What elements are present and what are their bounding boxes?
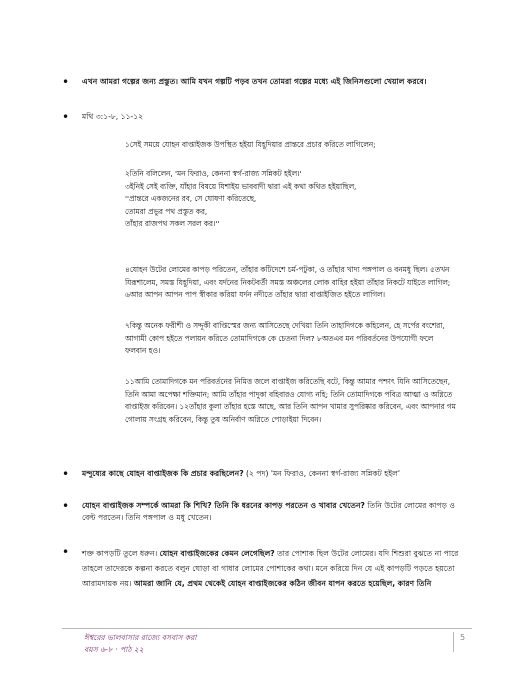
verse-line: ১সেই সময়ে যোহন বাপ্তাইজক উপস্থিত হইয়া যিহূদিয়ার প্রান্তরে প্রচার করিতে লাগিলেন; — [125, 140, 376, 149]
verse-line: বাপ্তাইজ করিবেন। ১২তাঁহার কুলা তাঁহার হস্তে আছে, আর তিনি আপন খামার সুপরিষ্কার করিবেন, এবং আপনার গম — [125, 402, 456, 412]
verse-line: তাঁহার রাজপথ সকল সরল কর।'' — [125, 219, 220, 229]
footer-title — [84, 632, 197, 656]
scripture-paragraph-5 — [125, 376, 475, 426]
activity-emphasis: আমরা জানি যে, প্রথম থেকেই যোহন বাপ্তাইজকের কঠিন জীবন যাপন করতে হয়েছিল, কারণ তিনি — [134, 579, 432, 588]
scripture-paragraph-1 — [125, 139, 475, 152]
verse-line: আগামী কোপ হইতে পলায়ন করিতে তোমাদিগকে কে চেতনা দিল? ৮অতএব মন পরিবর্তনের উপযোগী ফলে — [125, 333, 434, 343]
activity-text: তার পোশাক ছিল উটের লোমের। যদি শিশুরা বুঝতে না পারে — [277, 549, 459, 558]
scripture-paragraph-3 — [125, 264, 475, 302]
bullet-icon: • — [62, 110, 70, 124]
question-text: মন্দুষ্যের কাছে যোহন বাপ্তাইজক কি প্রচার করছিলেন? — [82, 469, 244, 478]
verse-line: ৩ইনিই সেই ব্যক্তি, যাঁহার বিষয়ে যিশাইয় ভাববাদী দ্বারা এই কথা কথিত হইয়াছিল, — [125, 181, 357, 191]
verse-line: ৪যোহন উটের লোমের কাপড় পরিতেন, তাঁহার কটিদেশে চর্ম-পটুকা, ও তাঁহার খাদ্য পঙ্গপাল ও বনমধু ছিল। ৫তখন — [125, 265, 450, 274]
activity-text: আরামদায়ক নয়। — [82, 579, 132, 588]
answer-text: (২ পদ) 'মন ফিরাও, কেননা স্বর্গ-রাজ্য সন্নিকট হইল' — [246, 469, 400, 478]
scripture-paragraph-2 — [125, 168, 475, 231]
bullet-icon: • — [62, 545, 70, 559]
lesson-age-and-number: বয়স ৬-৮ · পাঠ ২২ — [84, 645, 144, 654]
verse-line: ফলবান হও। — [125, 346, 161, 356]
verse-line: তোমরা প্রভুর পথ প্রস্তুত কর, — [125, 206, 208, 216]
scripture-reference: মথি ৩:১-৮, ১১-১২ — [82, 112, 144, 121]
verse-line: ৬আর আপন আপন পাপ স্বীকার করিয়া যর্দন নদীতে তাঁহার দ্বারা বাপ্তাইজিত হইতে লাগিল। — [125, 290, 386, 300]
footer-divider — [62, 628, 472, 629]
bullet-item-reference — [62, 111, 143, 123]
answer-text: তিনি উটের লোমের কাপড় ও — [367, 501, 455, 510]
bullet-item-question-2 — [62, 500, 455, 524]
page-number: 5 — [460, 633, 466, 642]
bullet-item-question-1 — [62, 468, 400, 480]
verse-line: যিরূশালেম, সমস্ত যিহূদিয়া, এবং যর্দনের নিকটবর্তী সমস্ত অঞ্চলের লোক বাহির হইয়া তাঁহার নিকটে যাইতে লাগিল; — [125, 277, 451, 287]
bullet-icon: • — [62, 75, 70, 89]
activity-text: তাহলে তাদেরকে কল্পনা করতে বলুন ঘোড়া বা গাধার লোমের পোশাকের কথা। মনে করিয়ে দিন যে এই কাপড়টি পড়তে হয়তো — [82, 564, 455, 573]
footer-vertical-divider — [453, 632, 454, 652]
verse-line: ২তিনি বলিলেন, 'মন ফিরাও, কেননা স্বর্গ-রাজ্য সন্নিকট হইল।' — [125, 169, 302, 178]
intro-text: এখন আমরা গল্পের জন্য প্রস্তুত। আমি যখন গল্পটি পড়ব তখন তোমরা গল্পের মধ্যে এই জিনিসগুলো খেয়াল করবে। — [82, 77, 427, 86]
scripture-paragraph-4 — [125, 320, 475, 358]
bullet-icon: • — [62, 499, 70, 513]
activity-instruction: শক্ত কাপড়টি তুলে ধরুন। — [82, 549, 158, 558]
activity-question: যোহন বাপ্তাইজকের কেমন লেগেছিল? — [159, 549, 275, 558]
lesson-series-title: ঈশ্বরের ভালবাসার রাজ্যে বসবাস করা — [84, 633, 197, 642]
bullet-icon: • — [62, 467, 70, 481]
answer-text: বেল্ট পরতেন। তিনি পঙ্গপাল ও মধু খেতেন। — [82, 513, 212, 522]
bullet-item-activity — [62, 546, 458, 591]
verse-line: ১১আমি তোমাদিগকে মন পরিবর্তনের নিমিত্ত জলে বাপ্তাইজ করিতেছি বটে, কিন্তু আমার পশ্চাৎ যিনি আসিতেছেন, — [125, 377, 451, 386]
verse-line: ''প্রান্তরে একজনের রব, সে ঘোষণা করিতেছে, — [125, 194, 257, 204]
verse-line: তিনি আমা অপেক্ষা শক্তিমান; আমি তাঁহার পাদুকা বহিবারও যোগ্য নহি; তিনি তোমাদিগকে পবিত্র আত্মা ও অগ্নিতে — [125, 389, 453, 399]
verse-line: গোলায় সংগ্রহ করিবেন, কিন্তু তুষ অনির্বাণ অগ্নিতে পোড়াইয়া দিবেন। — [125, 414, 322, 424]
verse-line: ৭কিন্তু অনেক ফরীশী ও সদ্দূকী বাপ্তিস্মের জন্য আসিতেছে দেখিয়া তিনি তাহাদিগকে কহিলেন, হে সর্পের বংশেরা, — [125, 321, 445, 330]
question-text: যোহন বাপ্তাইজক সম্পর্কে আমরা কি শিখি? তিনি কি ধরনের কাপড় পরতেন ও খাবার খেতেন? — [82, 501, 365, 510]
bullet-item-intro — [62, 76, 427, 88]
